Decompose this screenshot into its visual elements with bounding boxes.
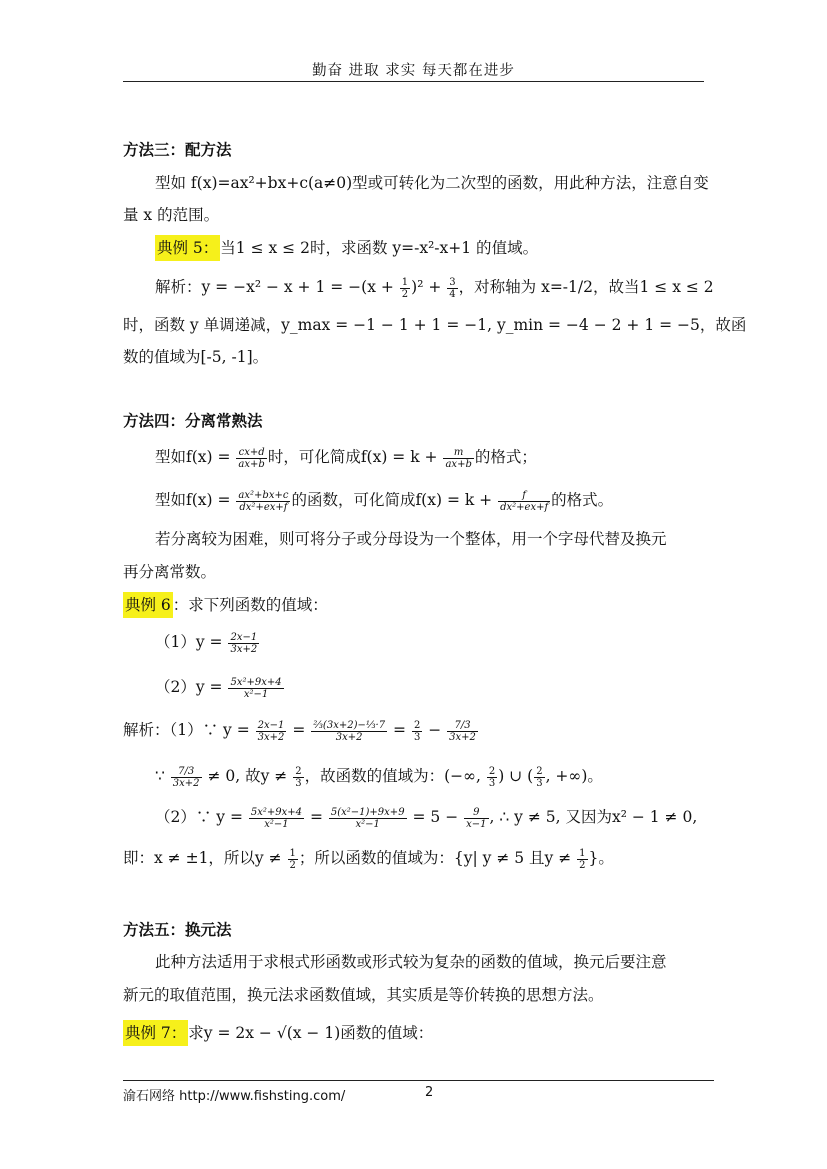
- s3-frac2: [329, 807, 407, 830]
- example6-solution2-cont: [123, 846, 614, 871]
- q1-frac-num: 2x−1: [230, 631, 258, 643]
- s4-b: ；所以函数的值域为：{y| y ≠ 5 且y ≠: [298, 849, 577, 867]
- s4-frac2: [577, 848, 587, 871]
- s3-frac1-den: x²−1: [264, 818, 289, 830]
- example5: [155, 236, 538, 260]
- method3-title: 方法三：配方法: [123, 140, 232, 159]
- q2-frac-num: 5x²+9x+4: [230, 676, 282, 688]
- m4-f1-a: 型如f(x) =: [155, 448, 236, 466]
- footer-site: 渝石网络 http://www.fishsting.com/: [123, 1089, 346, 1104]
- s4-frac1-num: 1: [289, 847, 296, 859]
- header-motto: 勤奋 进取 求实 每天都在进步: [312, 63, 515, 79]
- example6-label: 典例 6: [123, 592, 173, 618]
- s4-frac1: [288, 848, 298, 871]
- s2-c: ) ∪ (: [498, 767, 534, 785]
- example7: [123, 1021, 433, 1045]
- method3-solution-line3: 数的值域为[-5, -1]。: [123, 348, 269, 366]
- example7-label: 典例 7：: [123, 1020, 188, 1046]
- example6-solution1: [123, 718, 479, 743]
- footer: [123, 1085, 434, 1104]
- q1-a: （1）y =: [155, 633, 228, 651]
- method5-para-line1: 此种方法适用于求根式形函数或形式较为复杂的函数的值域，换元后要注意: [155, 953, 667, 971]
- s1-frac4: [447, 720, 478, 743]
- s2-frac2: [293, 766, 303, 789]
- footer-rule: [123, 1080, 714, 1081]
- m3-sol-a: 解析：y = −x² − x + 1 = −(x +: [155, 278, 399, 296]
- example6: [123, 593, 328, 617]
- s4-c: }。: [588, 849, 614, 867]
- m3-frac-three-quarters: [447, 277, 457, 300]
- s3-frac2-num: 5(x²−1)+9x+9: [330, 806, 405, 818]
- s2-frac4: [534, 766, 544, 789]
- m4-f2-frac2-num: f: [498, 490, 550, 502]
- s1-frac3-num: 2: [413, 719, 421, 731]
- s1-a: 解析：（1）∵ y =: [123, 721, 255, 739]
- s1-frac4-den: 3x+2: [449, 731, 476, 743]
- s2-because: ∵: [155, 767, 170, 785]
- m4-f1-frac2-num: m: [443, 447, 473, 459]
- s1-eq: =: [287, 721, 311, 739]
- example6-q2: [155, 675, 285, 700]
- method5-title: 方法五：换元法: [123, 920, 232, 939]
- method3-solution-line2: 时，函数 y 单调递减，y_max = −1 − 1 + 1 = −1, y_min = −4 − 2 + 1 = −5，故函: [123, 316, 747, 334]
- example5-text: 当1 ≤ x ≤ 2时，求函数 y=-x²-x+1 的值域。: [220, 239, 539, 257]
- s1-minus: −: [423, 721, 447, 739]
- s2-a: ≠ 0, 故y ≠: [202, 767, 293, 785]
- s3-frac1-num: 5x²+9x+4: [250, 806, 303, 818]
- s3-frac3: [464, 807, 488, 830]
- m3-frac-half: [400, 277, 410, 300]
- s3-b: = 5 −: [407, 808, 464, 826]
- s4-frac1-den: 2: [289, 859, 296, 871]
- s2-frac1-den: 3x+2: [172, 777, 200, 789]
- example6-solution2: [155, 805, 697, 830]
- m4-f1-frac1-num: cx+d: [236, 447, 266, 459]
- method4-title: 方法四：分离常熟法: [123, 411, 263, 430]
- m4-f2-a: 型如f(x) =: [155, 491, 236, 509]
- s3-frac1: [249, 807, 304, 830]
- s1-frac1: [256, 720, 287, 743]
- method3-para-line2: 量 x 的范围。: [123, 206, 220, 224]
- example5-label: 典例 5：: [155, 235, 220, 261]
- s2-frac3-num: 2: [488, 765, 496, 777]
- m4-f1-frac1-den: ax+b: [238, 458, 265, 470]
- s2-frac3: [487, 766, 497, 789]
- s2-frac1-num: 7/3: [171, 766, 202, 778]
- m3-sol-c: ，对称轴为 x=-1/2，故当1 ≤ x ≤ 2: [458, 278, 714, 296]
- s2-frac4-num: 2: [536, 765, 543, 777]
- m4-f1-frac2-den: ax+b: [445, 458, 472, 470]
- m3-frac-tq-den: 4: [449, 288, 456, 300]
- example6-text: ：求下列函数的值域：: [172, 596, 328, 614]
- example6-q1: [155, 630, 260, 655]
- s1-frac1-den: 3x+2: [257, 731, 285, 743]
- method4-para-line2: 再分离常数。: [123, 563, 217, 581]
- s1-frac2-den: 3x+2: [335, 731, 363, 743]
- s2-frac2-num: 2: [295, 765, 302, 777]
- s2-frac2-den: 3: [295, 777, 302, 789]
- m3-frac-tq-num: 3: [449, 276, 456, 288]
- s4-frac2-num: 1: [579, 847, 586, 859]
- s2-d: , +∞)。: [545, 767, 603, 785]
- m4-f1-b: 时，可化简成f(x) = k +: [267, 448, 443, 466]
- q2-frac: [228, 677, 283, 700]
- m4-f2-frac2: [498, 490, 550, 513]
- example6-solution1-cont: [155, 764, 603, 789]
- m4-f2-frac1-den: dx²+ex+f: [239, 501, 288, 513]
- s4-frac2-den: 2: [579, 859, 586, 871]
- m4-f1-frac1: [236, 447, 266, 470]
- q2-frac-den: x²−1: [243, 688, 269, 700]
- m4-f1-c: 的格式；: [474, 448, 537, 466]
- m4-f2-b: 的函数，可化简成f(x) = k +: [291, 491, 498, 509]
- m4-f2-frac2-den: dx²+ex+f: [500, 501, 549, 513]
- method4-form1: [155, 445, 537, 470]
- s1-eq2: =: [388, 721, 411, 739]
- s2-frac3-den: 3: [488, 777, 496, 789]
- method3-solution-line1: [155, 275, 714, 300]
- s3-c: , ∴ y ≠ 5, 又因为x² − 1 ≠ 0,: [489, 808, 698, 826]
- m3-frac-half-num: 1: [401, 276, 409, 288]
- s4-a: 即：x ≠ ±1，所以y ≠: [123, 849, 287, 867]
- m4-f1-frac2: [443, 447, 473, 470]
- s2-frac1: [171, 766, 202, 789]
- q1-frac-den: 3x+2: [230, 643, 258, 655]
- m4-f2-frac1-num: ax²+bx+c: [238, 489, 289, 501]
- s1-frac3: [412, 720, 422, 743]
- header-rule: [123, 81, 704, 82]
- s3-frac3-den: x−1: [466, 818, 487, 830]
- method4-para-line1: 若分离较为困难，则可将分子或分母设为一个整体，用一个字母代替及换元: [155, 530, 667, 548]
- example7-text: 求y = 2x − √(x − 1)函数的值域：: [188, 1024, 434, 1042]
- s1-frac4-num: 7/3: [447, 720, 478, 732]
- m4-f2-c: 的格式。: [551, 491, 614, 509]
- m3-frac-half-den: 2: [401, 288, 409, 300]
- q1-frac: [228, 632, 259, 655]
- s3-frac2-den: x²−1: [355, 818, 380, 830]
- method3-para-line1: 型如 f(x)=ax²+bx+c(a≠0)型或可转化为二次型的函数，用此种方法，注意自变: [155, 174, 709, 192]
- m3-sol-b: )² +: [411, 278, 447, 296]
- s2-b: ，故函数的值域为：(−∞,: [304, 767, 486, 785]
- s3-a: （2）∵ y =: [155, 808, 248, 826]
- method5-para-line2: 新元的取值范围，换元法求函数值域，其实质是等价转换的思想方法。: [123, 986, 604, 1004]
- s3-eq: =: [305, 808, 328, 826]
- s3-frac3-num: 9: [464, 807, 488, 819]
- s2-frac4-den: 3: [536, 777, 543, 789]
- s1-frac2: [311, 720, 387, 743]
- method4-form2: [155, 488, 613, 513]
- q2-a: （2）y =: [155, 678, 228, 696]
- s1-frac3-den: 3: [413, 731, 421, 743]
- s1-frac1-num: 2x−1: [257, 719, 285, 731]
- m4-f2-frac1: [236, 490, 290, 513]
- s1-frac2-num: ⅔(3x+2)−⅓·7: [313, 719, 386, 731]
- page-number: 2: [425, 1085, 434, 1100]
